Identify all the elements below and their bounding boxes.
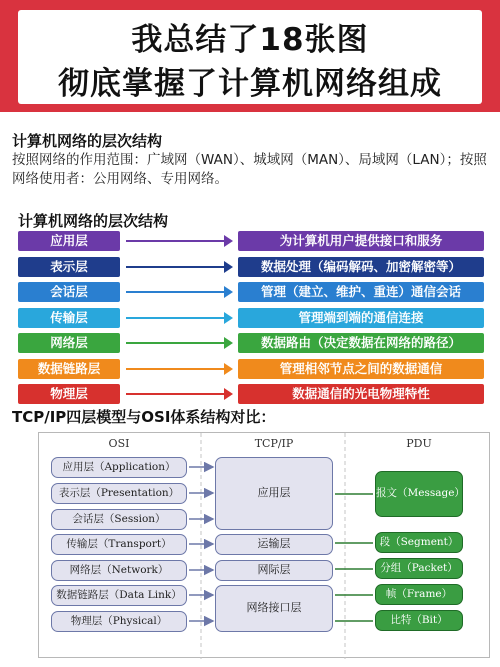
layer-name-6: 物理层 — [18, 384, 120, 404]
intro-title: 计算机网络的层次结构 — [12, 132, 163, 150]
pdu-header: PDU — [406, 437, 432, 450]
tcpip-application-box: 应用层 — [215, 457, 333, 530]
pdu-segment-box: 段（Segment） — [375, 532, 463, 553]
pdu-message-box: 报文（Message） — [375, 471, 463, 517]
layer-arrow-4 — [124, 333, 234, 353]
layer-desc-0: 为计算机用户提供接口和服务 — [238, 231, 484, 251]
osi-network-box: 网络层（Network） — [51, 560, 187, 581]
layers-section-title: 计算机网络的层次结构 — [18, 212, 169, 230]
tcpip-internet-box: 网际层 — [215, 560, 333, 581]
layer-arrow-0 — [124, 231, 234, 251]
osi-session-box: 会话层（Session） — [51, 509, 187, 530]
layer-name-4: 网络层 — [18, 333, 120, 353]
pdu-bit-box: 比特（Bit） — [375, 610, 463, 631]
layer-desc-1: 数据处理（编码解码、加密解密等） — [238, 257, 484, 277]
comparison-title: TCP/IP四层模型与OSI体系结构对比： — [12, 408, 276, 426]
layer-name-1: 表示层 — [18, 257, 120, 277]
layer-arrow-2 — [124, 282, 234, 302]
diagram-connectors — [39, 433, 491, 659]
tcpip-link-box: 网络接口层 — [215, 585, 333, 632]
osi-physical-box: 物理层（Physical） — [51, 611, 187, 632]
osi-tcpip-diagram — [38, 432, 490, 658]
layer-desc-4: 数据路由（决定数据在网络的路径） — [238, 333, 484, 353]
osi-presentation-box: 表示层（Presentation） — [51, 483, 187, 504]
header-title-line1: 我总结了18张图 — [131, 22, 369, 58]
intro-body: 按照网络的作用范围：广域网（WAN）、城域网（MAN）、局域网（LAN）；按照网络使用者：公用网络、专用网络。 — [12, 152, 487, 187]
layer-arrow-3 — [124, 308, 234, 328]
osi-transport-box: 传输层（Transport） — [51, 534, 187, 555]
osi-datalink-box: 数据链路层（Data Link） — [51, 585, 187, 606]
layer-arrow-1 — [124, 257, 234, 277]
layer-name-0: 应用层 — [18, 231, 120, 251]
layer-name-2: 会话层 — [18, 282, 120, 302]
tcpip-transport-box: 运输层 — [215, 534, 333, 555]
pdu-frame-box: 帧（Frame） — [375, 584, 463, 605]
layer-name-3: 传输层 — [18, 308, 120, 328]
osi-header: OSI — [108, 437, 130, 450]
layer-desc-6: 数据通信的光电物理特性 — [238, 384, 484, 404]
tcpip-header: TCP/IP — [254, 437, 294, 450]
osi-application-box: 应用层（Application） — [51, 457, 187, 478]
layer-arrow-5 — [124, 359, 234, 379]
header-title-line2: 彻底掌握了计算机网络组成 — [58, 66, 442, 102]
layer-name-5: 数据链路层 — [18, 359, 120, 379]
pdu-packet-box: 分组（Packet） — [375, 558, 463, 579]
layer-desc-2: 管理（建立、维护、重连）通信会话 — [238, 282, 484, 302]
layer-desc-3: 管理端到端的通信连接 — [238, 308, 484, 328]
layer-desc-5: 管理相邻节点之间的数据通信 — [238, 359, 484, 379]
layer-arrow-6 — [124, 384, 234, 404]
